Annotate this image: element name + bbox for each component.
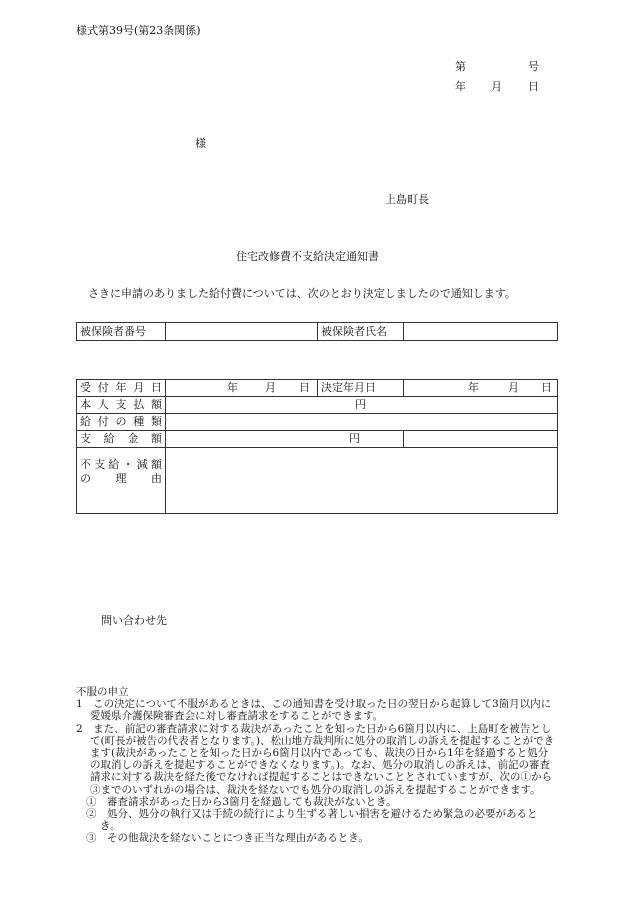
insured-name-value[interactable] xyxy=(404,323,558,341)
received-month: 月 xyxy=(265,381,276,394)
contact-label: 問い合わせ先 xyxy=(101,614,167,627)
appeal-notes xyxy=(76,686,556,845)
benefit-type-value[interactable] xyxy=(166,414,558,431)
reason-label-ri: 理 xyxy=(115,472,127,485)
received-day: 日 xyxy=(299,381,310,394)
doc-number-dai: 第 xyxy=(455,60,466,73)
self-pay-yen: 円 xyxy=(355,398,366,411)
appeal-heading: 不服の申立 xyxy=(76,686,129,698)
decision-month: 月 xyxy=(508,381,519,394)
appeal-sub-2: ② 処分、処分の執行又は手続の続行により生ずる著しい損害を避けるため緊急の必要があるとき。 xyxy=(86,808,538,833)
reason-label xyxy=(77,448,166,514)
date-year: 年 xyxy=(455,80,466,93)
received-year: 年 xyxy=(227,381,238,394)
reason-value[interactable] xyxy=(166,448,558,514)
insured-name-label: 被保険者氏名 xyxy=(318,323,404,341)
payment-amount-label: 支給金額 xyxy=(77,431,166,448)
document-title: 住宅改修費不支給決定通知書 xyxy=(236,250,379,263)
received-date-value[interactable] xyxy=(166,380,318,397)
appeal-sub-3: ③ その他裁決を経ないことにつき正当な理由があるとき。 xyxy=(86,832,369,845)
appeal-item-1: 1 この決定について不服があるときは、この通知書を受け取った日の翌日から起算して3箇月以内に愛媛県介護保険審査会に対し審査請求をすることができます。 xyxy=(76,698,552,723)
sender: 上島町長 xyxy=(385,193,429,206)
insured-number-label: 被保険者番号 xyxy=(77,323,166,341)
intro-text: さきに申請のありました給付費については、次のとおり決定しましたので通知します。 xyxy=(88,287,516,300)
payment-yen: 円 xyxy=(349,432,360,445)
decision-date-label: 決定年月日 xyxy=(318,380,404,397)
addressee-sama: 様 xyxy=(195,137,206,150)
doc-number-go: 号 xyxy=(528,60,539,73)
detail-table xyxy=(76,379,558,514)
date-month: 月 xyxy=(491,80,502,93)
payment-amount-value[interactable] xyxy=(166,431,404,448)
benefit-type-label: 給付の種類 xyxy=(77,414,166,431)
form-number: 様式第39号(第23条関係) xyxy=(76,24,201,37)
reason-label-no: の xyxy=(80,472,91,485)
received-date-label: 受付年月日 xyxy=(77,380,166,397)
payment-amount-extra xyxy=(404,431,558,448)
decision-year: 年 xyxy=(468,381,479,394)
decision-date-value[interactable] xyxy=(404,380,558,397)
insured-number-value[interactable] xyxy=(166,323,318,341)
decision-day: 日 xyxy=(541,381,552,394)
insured-table xyxy=(76,322,558,341)
self-pay-label: 本人支払額 xyxy=(77,397,166,414)
reason-label-yu: 由 xyxy=(151,472,162,485)
reason-label-line1: 不支給・減額 xyxy=(80,458,162,471)
appeal-item-2: 2 また、前記の審査請求に対する裁決があったことを知った日から6箇月以内に、上島町を被告として(町長が被告の代表者となります。)、松山地方裁判所に処分の取消しの訴えを提起することができます(裁決があったことを知った日から6箇月以内であっても、裁決の日から1年を経過すると処分の取消しの訴えを提起することができなくなります。)。なお、処分の取消しの訴えは、前記の審査請求に対する裁決を経た後でなければ提起することはできないこととされていますが、次の①から③までのいずれかの場合は、裁決を経ないでも処分の取消しの訴えを提起することができます。 xyxy=(76,722,555,796)
appeal-sub-1: ① 審査請求があった日から3箇月を経過しても裁決がないとき。 xyxy=(86,795,397,808)
date-day: 日 xyxy=(528,80,539,93)
self-pay-value[interactable] xyxy=(166,397,558,414)
